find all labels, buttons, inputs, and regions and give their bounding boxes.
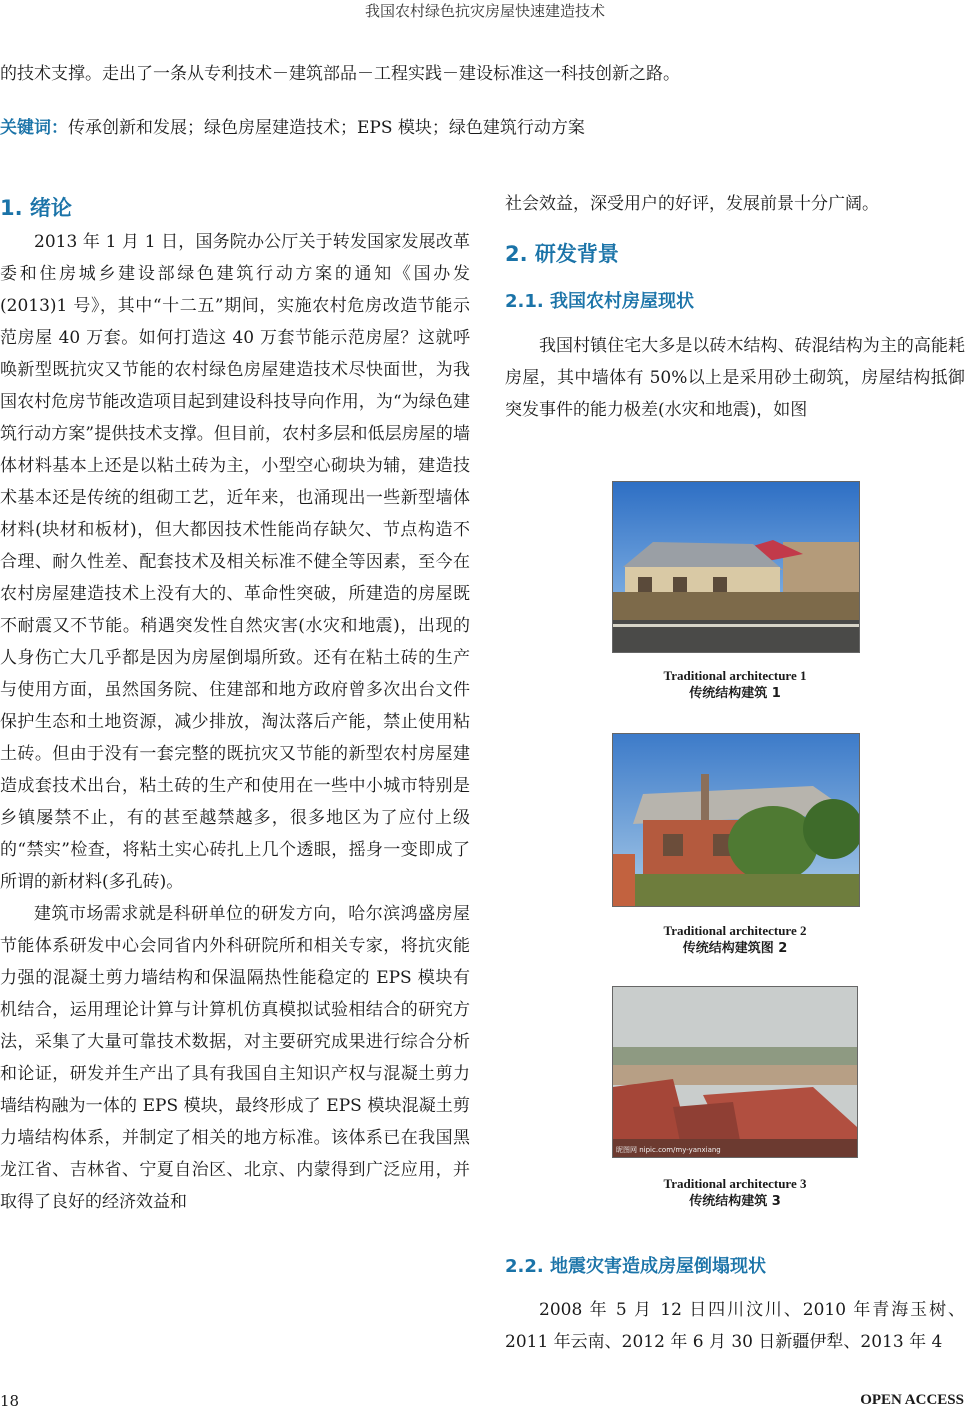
section2-2-paragraph: 2008 年 5 月 12 日四川汶川、2010 年青海玉树、2011 年云南、2012 年 6 月 30 日新疆伊犁、2013 年 4 bbox=[505, 1300, 965, 1352]
section2-1-paragraph: 我国村镇住宅大多是以砖木结构、砖混结构为主的高能耗房屋，其中墙体有 50%以上是采用砂土砌筑，房屋结构抵御突发事件的能力极差(水灾和地震)，如图 bbox=[505, 336, 965, 420]
figure-1-caption-en: Traditional architecture 1 bbox=[663, 668, 807, 683]
traditional-house-1-image bbox=[613, 482, 859, 652]
section2-1-body bbox=[505, 330, 965, 426]
section1-continuation: 社会效益，深受用户的好评，发展前景十分广阔。 bbox=[505, 194, 879, 214]
section1-paragraph-2: 建筑市场需求就是科研单位的研发方向，哈尔滨鸿盛房屋节能体系研发中心会同省内外科研院所和相关专家，将抗灾能力强的混凝土剪力墙结构和保温隔热性能稳定的 EPS 模块有机结合，运用理论计算与计算机仿真模拟试验相结合的研究方法，采集了大量可靠技术数据，对主要研究成果进行综合分析和论证，研发并生产出了具有我国自主知识产权与混凝土剪力墙结构融为一体的 EPS 模块，最终形成了 EPS 模块混凝土剪力墙结构体系，并制定了相关的地方标准。该体系已在我国黑龙江省、吉林省、宁夏自治区、北京、内蒙得到广泛应用，并取得了良好的经济效益和 bbox=[0, 904, 470, 1212]
figure-3-photo bbox=[612, 986, 858, 1158]
figure-1-caption-zh: 传统结构建筑 1 bbox=[689, 686, 781, 701]
figure-3-caption bbox=[560, 1175, 910, 1211]
section2-2-heading: 2.2. 地震灾害造成房屋倒塌现状 bbox=[505, 1256, 766, 1277]
figure-3-caption-en: Traditional architecture 3 bbox=[663, 1176, 807, 1191]
village-rooftops-image bbox=[613, 987, 857, 1157]
figure-2-caption bbox=[560, 922, 910, 958]
keywords bbox=[0, 114, 585, 142]
running-header: 我国农村绿色抗灾房屋快速建造技术 bbox=[364, 2, 605, 20]
section1-heading: 1. 绪论 bbox=[0, 196, 72, 220]
traditional-house-2-image bbox=[613, 734, 859, 906]
figure-3-watermark: 昵图网 nipic.com/my-yanxiang bbox=[616, 1146, 721, 1154]
page-number: 18 bbox=[0, 1392, 20, 1410]
keywords-label: 关键词： bbox=[0, 118, 68, 138]
section1-paragraph-1: 2013 年 1 月 1 日，国务院办公厅关于转发国家发展改革委和住房城乡建设部绿色建筑行动方案的通知《国办发(2013)1 号》，其中“十二五”期间，实施农村危房改造节能示范房屋 40 万套。如何打造这 40 万套节能示范房屋？这就呼唤新型既抗灾又节能的农村绿色房屋建造技术尽快面世，为我国农村危房节能改造项目起到建设科技导向作用，为“为绿色建筑行动方案”提供技术支撑。但目前，农村多层和低层房屋的墙体材料基本上还是以粘土砖为主，小型空心砌块为辅，建造技术基本还是传统的组砌工艺，近年来，也涌现出一些新型墙体材料(块材和板材)，但大都因技术性能尚存缺欠、节点构造不合理、耐久性差、配套技术及相关标准不健全等因素，至今在农村房屋建造技术上没有大的、革命性突破，所建造的房屋既不耐震又不节能。稍遇突发性自然灾害(水灾和地震)，出现的人身伤亡大几乎都是因为房屋倒塌所致。还有在粘土砖的生产与使用方面，虽然国务院、住建部和地方政府曾多次出台文件保护生态和土地资源，减少排放，淘汰落后产能，禁止使用粘土砖。但由于没有一套完整的既抗灾又节能的新型农村房屋建造成套技术出台，粘土砖的生产和使用在一些中小城市特别是乡镇屡禁不止，有的甚至越禁越多，很多地区为了应付上级的“禁实”检查，将粘土实心砖扎上几个透眼，摇身一变即成了所谓的新材料(多孔砖)。 bbox=[0, 232, 470, 892]
section2-2-body bbox=[505, 1294, 965, 1358]
left-column bbox=[0, 226, 470, 1218]
right-column-continuation bbox=[505, 188, 965, 220]
figure-3-caption-zh: 传统结构建筑 3 bbox=[689, 1194, 781, 1209]
figure-1-photo bbox=[612, 481, 860, 653]
section2-heading: 2. 研发背景 bbox=[505, 242, 619, 266]
figure-2-caption-en: Traditional architecture 2 bbox=[663, 923, 807, 938]
open-access-label: OPEN ACCESS bbox=[860, 1392, 964, 1408]
keywords-text: 传承创新和发展；绿色房屋建造技术；EPS 模块；绿色建筑行动方案 bbox=[68, 118, 585, 138]
figure-1-caption bbox=[560, 667, 910, 703]
abstract-tail: 的技术支撑。走出了一条从专利技术－建筑部品－工程实践－建设标准这一科技创新之路。 bbox=[0, 64, 680, 84]
figure-2-photo bbox=[612, 733, 860, 907]
figure-2-caption-zh: 传统结构建筑图 2 bbox=[682, 941, 788, 956]
section2-1-heading: 2.1. 我国农村房屋现状 bbox=[505, 291, 694, 312]
